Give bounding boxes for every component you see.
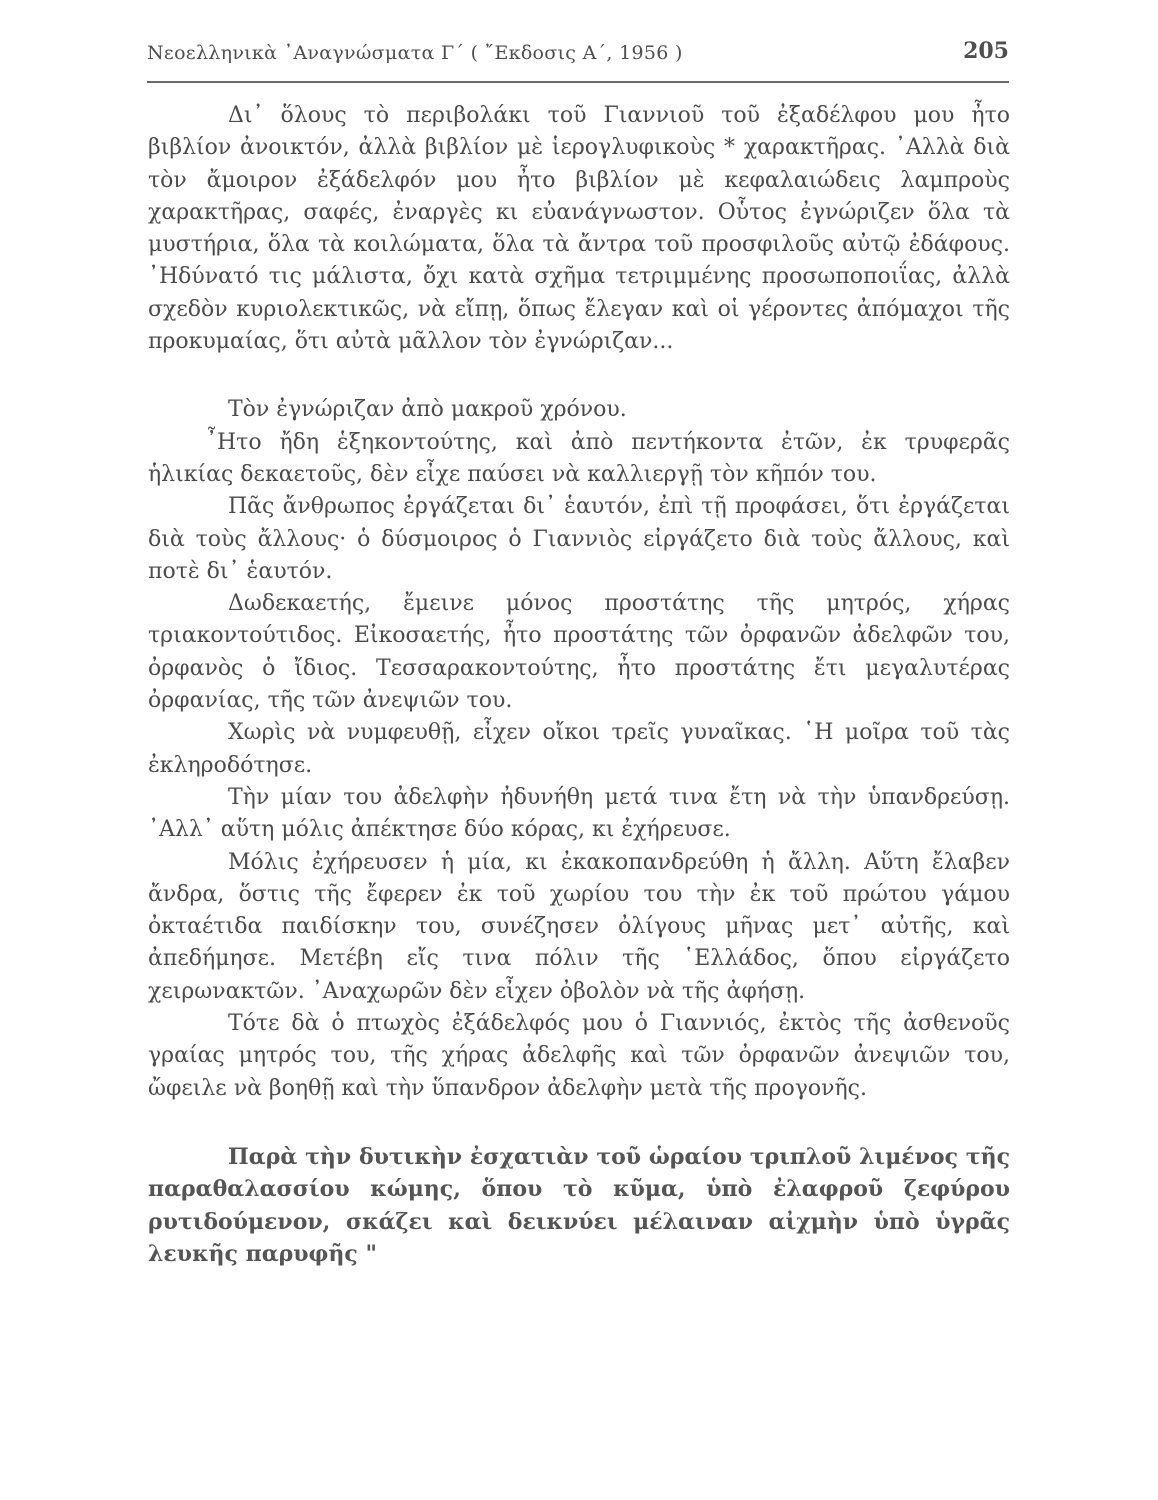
page-number: 205 [963, 38, 1009, 64]
paragraph-5: Δωδεκαετής, ἔμεινε μόνος προστάτης τῆς μητρός, χήρας τριακοντούτιδος. Εἰκοσαετής, ἦτο προστάτης τῶν ὀρφανῶν ἀδελφῶν του, ὀρφανὸς ὁ ἴδιος. Τεσσαρακοντούτης, ἦτο προστάτης ἔτι μεγαλυτέρας ὀρφανίας, τῆς τῶν ἀνεψιῶν του. [148, 591, 1010, 714]
running-header-title: Νεοελληνικὰ ᾿Αναγνώσματα Γ΄ ( ῎Εκδοσις Α΄, 1956 ) [147, 42, 683, 64]
paragraph-6: Χωρὶς νὰ νυμφευθῇ, εἶχεν οἴκοι τρεῖς γυναῖκας. ῾Η μοῖρα τοῦ τὰς ἐκληροδότησε. [148, 720, 1010, 778]
paragraph-9: Τότε δὰ ὁ πτωχὸς ἐξάδελφός μου ὁ Γιαννιός, ἐκτὸς τῆς ἀσθενοῦς γραίας μητρός του, τῆς χήρας ἀδελφῆς καὶ τῶν ὀρφανῶν ἀνεψιῶν του, ὤφειλε νὰ βοηθῇ καὶ τὴν ὕπανδρον ἀδελφὴν μετὰ τῆς προγονῆς. [148, 1011, 1010, 1101]
paragraph-2: Τὸν ἐγνώριζαν ἀπὸ μακροῦ χρόνου. [228, 397, 627, 423]
paragraph-10: Παρὰ τὴν δυτικὴν ἐσχατιὰν τοῦ ὡραίου τριπλοῦ λιμένος τῆς παραθαλασσίου κώμης, ὅπου τὸ κῦμα, ὑπὸ ἐλαφροῦ ζεφύρου ρυτιδούμενον, σκάζει καὶ δεικνύει μέλαιναν αἰχμὴν ὑπὸ ὑγρᾶς λευκῆς παρυφῆς " [148, 1143, 1010, 1267]
running-header [147, 38, 1009, 74]
paragraph-4: Πᾶς ἄνθρωπος ἐργάζεται δι᾿ ἑαυτόν, ἐπὶ τῇ προφάσει, ὅτι ἐργάζεται διὰ τοὺς ἄλλους· ὁ δύσμοιρος ὁ Γιαννιὸς εἰργάζετο διὰ τοὺς ἄλλους, καὶ ποτὲ δι᾿ ἑαυτόν. [148, 494, 1010, 584]
paragraph-7: Τὴν μίαν του ἀδελφὴν ἠδυνήθη μετά τινα ἔτη νὰ τὴν ὑπανδρεύσῃ. ᾿Αλλ᾿ αὕτη μόλις ἀπέκτησε δύο κόρας, κι ἐχήρευσε. [148, 784, 1010, 843]
header-rule [147, 81, 1009, 83]
paragraph-3: ῏Ητο ἤδη ἑξηκοντούτης, καὶ ἀπὸ πεντήκοντα ἐτῶν, ἐκ τρυφερᾶς ἡλικίας δεκαετοῦς, δὲν εἶχε παύσει νὰ καλλιεργῇ τὸν κῆπόν του. [148, 429, 1010, 487]
paragraph-1: Δι᾿ ὅλους τὸ περιβολάκι τοῦ Γιαννιοῦ τοῦ ἐξαδέλφου μου ἦτο βιβλίον ἀνοικτόν, ἀλλὰ βιβλίον μὲ ἱερογλυφικοὺς * χαρακτῆρας. ᾿Αλλὰ διὰ τὸν ἄμοιρον ἐξάδελφόν μου ἦτο βιβλίον μὲ κεφαλαιώδεις λαμπροὺς χαρακτῆρας, σαφές, ἐναργὲς κι εὐανάγνωστον. Οὗτος ἐγνώριζεν ὅλα τὰ μυστήρια, ὅλα τὰ κοιλώματα, ὅλα τὰ ἄντρα τοῦ προσφιλοῦς αὐτῷ ἐδάφους. ᾿Ηδύνατό τις μάλιστα, ὄχι κατὰ σχῆμα τετριμμένης προσωποποιΐας, ἀλλὰ σχεδὸν κυριολεκτικῶς, νὰ εἴπῃ, ὅπως ἔλεγαν καὶ οἱ γέροντες ἀπόμαχοι τῆς προκυμαίας, ὅτι αὐτὰ μᾶλλον τὸν ἐγνώριζαν... [148, 103, 1010, 355]
paragraph-8: Μόλις ἐχήρευσεν ἡ μία, κι ἐκακοπανδρεύθη ἡ ἄλλη. Αὕτη ἔλαβεν ἄνδρα, ὅστις τῆς ἔφερεν ἐκ τοῦ χωρίου του τὴν ἐκ τοῦ πρώτου γάμου ὀκταέτιδα παιδίσκην του, συνέζησεν ὀλίγους μῆνας μετ᾿ αὐτῆς, καὶ ἀπεδήμησε. Μετέβη εἴς τινα πόλιν τῆς ῾Ελλάδος, ὅπου εἰργάζετο χειρωνακτῶν. ᾿Αναχωρῶν δὲν εἶχεν ὀβολὸν νὰ τῆς ἀφήσῃ. [148, 849, 1010, 1004]
body-text [148, 100, 1010, 1270]
